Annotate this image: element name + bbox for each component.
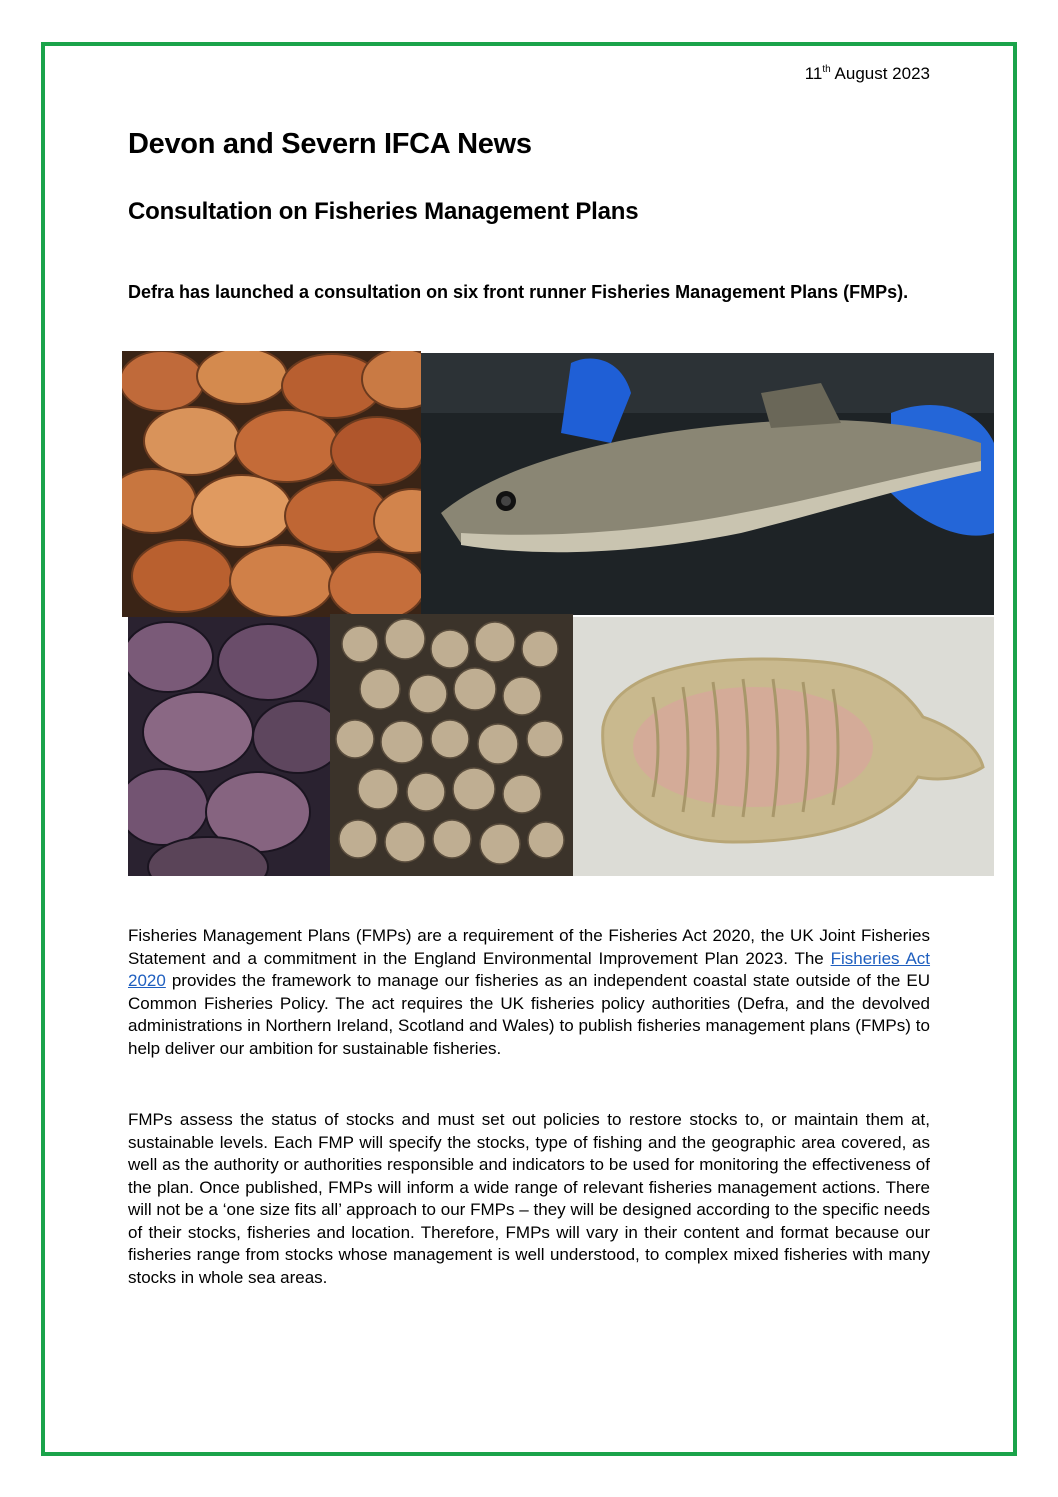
- paragraph-fmp-assessment: FMPs assess the status of stocks and must set out policies to restore stocks to, or maintain them at, sustainable levels. Each FMP will specify the stocks, type of fishing and the geographic area covered, as well as the authority or authorities responsible and indicators to be used for monitoring the effectiveness of the plan. Once published, FMPs will inform a wide range of relevant fisheries management actions. There will not be a ‘one size fits all’ approach to our FMPs – they will be designed according to the specific needs of their stocks, fisheries and location. Therefore, FMPs will vary in their content and format because our fisheries range from stocks whose management is well understood, to complex mixed fisheries with many stocks in whole sea areas.: [128, 1110, 930, 1287]
- publication-date: 11th August 2023: [804, 64, 930, 83]
- article-lead: Defra has launched a consultation on six front runner Fisheries Management Plans (FMPs).: [128, 282, 909, 302]
- whelks-photo: [330, 614, 573, 876]
- paragraph-text: provides the framework to manage our fisheries as an independent coastal state outside of the EU Common Fisheries Policy. The act requires the UK fisheries policy authorities (Defra, and the devolved administrations in Northern Ireland, Scotland and Wales) to publish fisheries management plans (FMPs) to help deliver our ambition for sustainable fisheries.: [128, 971, 930, 1058]
- scallops-photo: [122, 351, 421, 617]
- crabs-photo: [128, 617, 330, 876]
- paragraph-fmp-requirement: [128, 925, 930, 1060]
- fisheries-act-link[interactable]: Fisheries Act 2020: [128, 948, 931, 990]
- newsletter-title: Devon and Severn IFCA News: [128, 128, 532, 160]
- paragraph-text: Fisheries Management Plans (FMPs) are a requirement of the Fisheries Act 2020, the UK Joint Fisheries Statement and a commitment in the England Environmental Improvement Plan 2023. The: [128, 926, 930, 968]
- bass-photo: [421, 353, 994, 615]
- article-title: Consultation on Fisheries Management Plans: [128, 198, 639, 225]
- cuttlefish-photo: [573, 617, 994, 876]
